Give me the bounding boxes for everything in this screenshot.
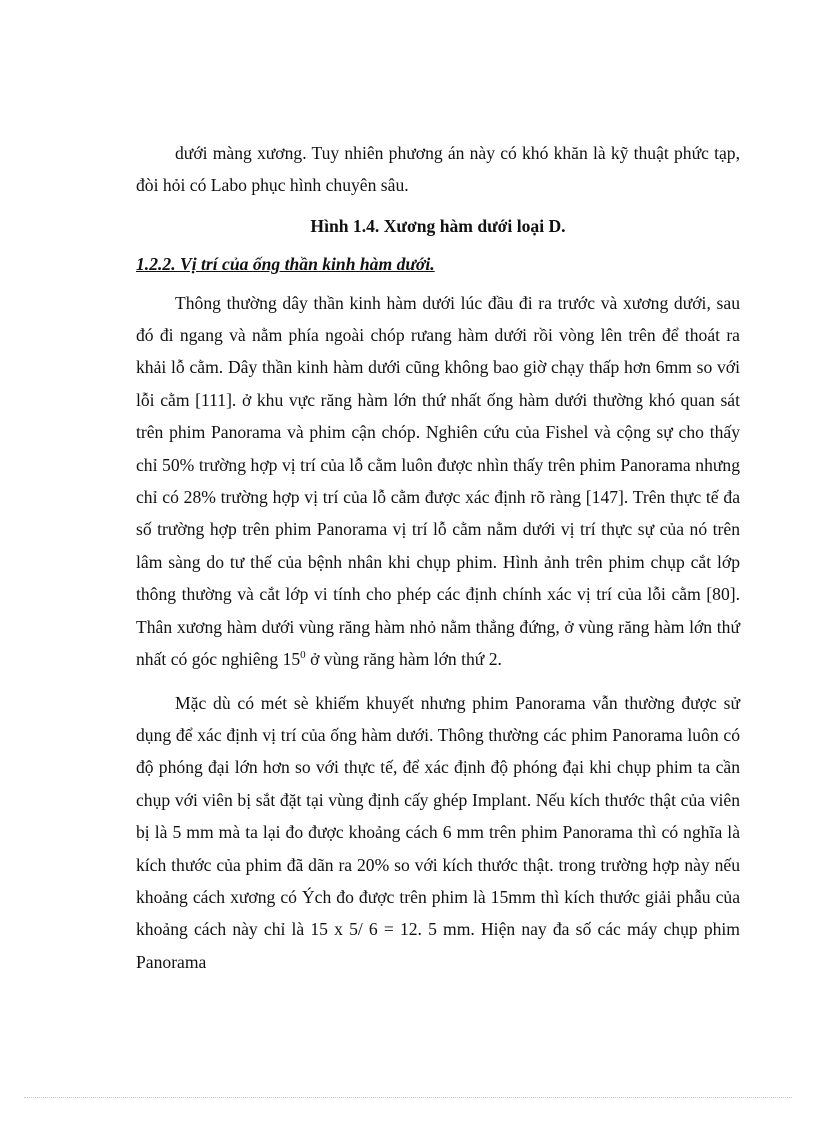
document-page (136, 137, 740, 978)
paragraph-1-main: Thông thường dây thần kinh hàm dưới lúc đầu đi ra trước và xương dưới, sau đó đi ngang và nằm phía ngoài chóp rưang hàm dưới rồi vòng lên trên để thoát ra khải lỗ cằm. Dây thần kinh hàm dưới cũng không bao giờ chạy thấp hơn 6mm so với lỗi cằm [111]. ở khu vực răng hàm lớn thứ nhất ống hàm dưới thường khó quan sát trên phim Panorama và phim cận chóp. Nghiên cứu của Fishel và cộng sự cho thấy chỉ 50% trường hợp vị trí của lỗ cằm luôn được nhìn thấy trên phim Panorama nhưng chỉ có 28% trường hợp vị trí của lỗ cằm được xác định rõ ràng [147]. Trên thực tế đa số trường hợp trên phim Panorama vị trí lỗ cằm nằm dưới vị trí thực sự của nó trên lâm sàng do tư thế của bệnh nhân khi chụp phim. Hình ảnh trên phim chụp cắt lớp thông thường và cắt lớp vi tính cho phép các định chính xác vị trí của lỗi cằm [80]. Thân xương hàm dưới vùng răng hàm nhỏ nằm thẳng đứng, ở vùng răng hàm lớn thứ nhất có góc nghiêng 15 (136, 292, 740, 670)
figure-caption: Hình 1.4. Xương hàm dưới loại D. (310, 215, 566, 236)
page-footer-divider (24, 1097, 792, 1098)
paragraph-continued: dưới màng xương. Tuy nhiên phương án này có khó khăn là kỹ thuật phức tạp, đòi hỏi có Labo phục hình chuyên sâu. (136, 143, 740, 196)
paragraph-1-tail: ở vùng răng hàm lớn thứ 2. (305, 649, 502, 670)
section-heading: 1.2.2. Vị trí của ống thần kinh hàm dưới. (136, 254, 435, 275)
paragraph-panorama: Mặc dù có mét sè khiếm khuyết nhưng phim Panorama vẫn thường được sử dụng để xác định vị trí của ống hàm dưới. Thông thường các phim Panorama luôn có độ phóng đại lớn hơn so với thực tế, để xác định độ phóng đại khi chụp phim ta cần chụp với viên bị sắt đặt tại vùng định cấy ghép Implant. Nếu kích thước thật của viên bị là 5 mm mà ta lại đo được khoảng cách 6 mm trên phim Panorama thì có nghĩa là kích thước của phim đã dãn ra 20% so với kích thước thật. trong trường hợp này nếu khoảng cách xương có Ých đo được trên phim là 15mm thì kích thước giải phẫu của khoảng cách này chỉ là 15 x 5/ 6 = 12. 5 mm. Hiện nay đa số các máy chụp phim Panorama (136, 692, 740, 972)
degree-superscript: 0 (300, 649, 306, 662)
paragraph-mandibular-canal (136, 287, 740, 676)
